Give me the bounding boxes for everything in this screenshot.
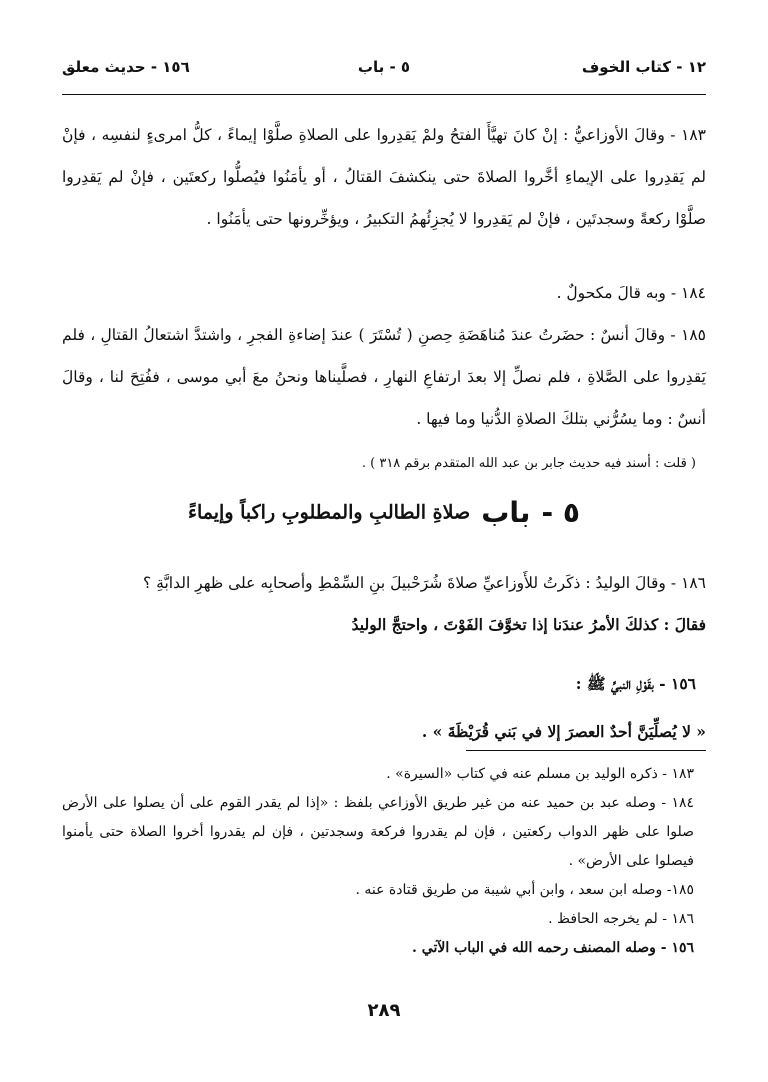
page-number: ٢٨٩ — [367, 1000, 401, 1021]
footnote-185: ١٨٥- وصله ابن سعد ، وابن أبي شيبة من طريق قتادة عنه . — [355, 882, 694, 898]
footnotes — [62, 760, 706, 963]
footnote-186: ١٨٦ - لم يخرجه الحافظ . — [548, 911, 694, 927]
paragraph-184-text: ١٨٤ - وبه قالَ مكحولٌ . — [556, 284, 706, 302]
paragraph-186 — [62, 562, 706, 646]
paragraph-183-text: ١٨٣ - وقالَ الأوزاعيُّ : إنْ كانَ تهيَّأَ الفتحُ ولمْ يَقدِروا على الصلاةِ صلَّوْا إيماءً ، كلُّ امرىءٍ لنفسِه ، فإنْ لم يَقدِروا على الإيماءِ أخَّروا الصلاةَ حتى ينكشفَ القتالُ ، أو يأمَنُوا فيُصلُّوا ركعتَين ، فإنْ لم يَقدِروا صلَّوْا ركعةً وسجدتَين ، فإنْ لم يَقدِروا لا يُجزِئُهمُ التكبيرُ ، ويؤخِّرونها حتى يأمَنُوا . — [62, 126, 706, 228]
editor-note: ( قلت : أسند فيه حديث جابر بن عبد الله المتقدم برقم ٣١٨ ) . — [361, 456, 696, 471]
running-header — [62, 58, 706, 86]
hadith-156 — [62, 660, 706, 756]
hadith-156-text: « لا يُصلِّيَنَّ أحدٌ العصرَ إلا في بَني قُرَيْظَةَ » . — [421, 722, 706, 741]
paragraph-184 — [62, 272, 706, 314]
header-hadith-ref: ١٥٦ - حديث معلق — [62, 58, 190, 76]
chapter-title: صلاةِ الطالبِ والمطلوبِ راكباً وإيماءً — [188, 501, 471, 524]
paragraph-185-text: ١٨٥ - وقالَ أنسٌ : حضَرتُ عندَ مُناهَضَةِ حِصنِ ( تُسْتَرَ ) عندَ إضاءةِ الفجرِ ، واشتدَّ اشتعالُ القتالِ ، فلم يَقدِروا على الصَّلاةِ ، فلم نصلِّ إلا بعدَ ارتفاعِ النهارِ ، فصلَّيناها ونحنُ معَ أبي موسى ، ففُتِحَ لنا ، وقالَ أنسٌ : وما يسُرُّني بتلكَ الصلاةِ الدُّنيا وما فيها . — [62, 326, 706, 428]
header-divider — [62, 94, 706, 95]
chapter-number: ٥ - — [541, 496, 580, 529]
footnote-184: ١٨٤ - وصله عبد بن حميد عنه من غير طريق الأوزاعي بلفظ : «إذا لم يقدر القوم على أن يصلوا على الأرض صلوا على ظهر الدواب ركعتين ، فإن لم يقدروا فركعة وسجدتين ، فإن لم يقدروا أخروا الصلاة حتى يأمنوا فيصلوا على الأرض» . — [62, 795, 694, 869]
paragraph-183 — [62, 114, 706, 240]
footnote-156: ١٥٦ - وصله المصنف رحمه الله في الباب الآتي . — [412, 940, 694, 956]
paragraph-186-line1: ١٨٦ - وقالَ الوليدُ : ذكَرتُ للأَوزاعيِّ صلاةَ شُرَحْبيلَ بنِ السِّمْطِ وأصحابِه على ظهرِ الدابَّةِ ؟ — [143, 574, 706, 592]
hadith-156-intro: ١٥٦ - بقَوْلِ النبيِّ ﷺ : — [575, 674, 696, 693]
header-chapter: ١٢ - كتاب الخوف — [581, 58, 706, 76]
footnote-183: ١٨٣ - ذكره الوليد بن مسلم عنه في كتاب «السيرة» . — [386, 766, 694, 782]
header-section: ٥ - باب — [357, 58, 411, 76]
paragraph-185 — [62, 314, 706, 440]
chapter-word: باب — [481, 496, 531, 529]
paragraph-186-line2: فقالَ : كذلكَ الأمرُ عندَنا إذا تخوَّفَ الفَوْتَ ، واحتجَّ الوليدُ — [351, 615, 706, 634]
footnote-divider — [466, 750, 706, 751]
chapter-heading — [62, 496, 706, 540]
